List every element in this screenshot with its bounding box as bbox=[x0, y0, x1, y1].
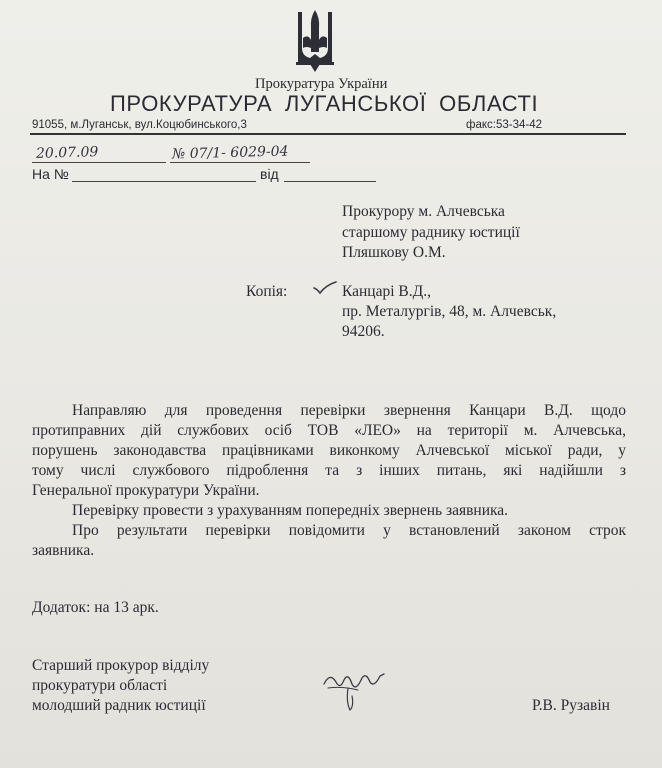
copy-line-2: пр. Металургів, 48, м. Алчевськ, bbox=[342, 303, 557, 320]
signatory-title-line-2: прокуратури області bbox=[32, 677, 168, 694]
outgoing-number: № 07/1- 6029-04 bbox=[171, 143, 289, 163]
copy-line-1: Канцарі В.Д., bbox=[342, 283, 431, 300]
from-underline bbox=[284, 181, 376, 182]
office-address: 91055, м.Луганськ, вул.Коцюбинського,3 bbox=[32, 119, 247, 131]
outgoing-date: 20.07.09 bbox=[35, 144, 99, 162]
ministry-name: Прокуратура України bbox=[255, 76, 388, 92]
signatory-title-line-3: молодший радник юстиції bbox=[32, 697, 206, 714]
signatory-title-line-1: Старший прокурор відділу bbox=[32, 657, 210, 674]
body-paragraph-1-line-1: Направляю для проведення перевірки звернення Канцари В.Д. щодо bbox=[72, 402, 626, 419]
addressee-line-1: Прокурору м. Алчевська bbox=[342, 203, 505, 220]
number-underline bbox=[170, 162, 310, 163]
reply-underline bbox=[72, 181, 256, 182]
from-label: від bbox=[260, 166, 279, 182]
body-paragraph-2: Перевірку провести з урахуванням попередніх звернень заявника. bbox=[72, 502, 509, 519]
date-underline bbox=[32, 162, 166, 163]
addressee-line-2: старшому раднику юстиції bbox=[342, 224, 520, 241]
signature-icon bbox=[318, 662, 390, 714]
trident-icon bbox=[290, 8, 340, 74]
checkmark-icon bbox=[312, 280, 338, 296]
reply-label: На № bbox=[32, 166, 69, 182]
office-fax: факс:53-34-42 bbox=[466, 119, 542, 131]
header-divider bbox=[30, 133, 626, 135]
body-paragraph-1-line-2: протиправних дій службових осіб ТОВ «ЛЕО» на території м. Алчевська, bbox=[32, 422, 626, 439]
body-paragraph-1-line-3: порушень законодавства працівниками виконкому Алчевської міської ради, у bbox=[32, 442, 626, 459]
copy-line-3: 94206. bbox=[342, 323, 385, 340]
signatory-name: Р.В. Рузавін bbox=[532, 697, 610, 714]
office-title: ПРОКУРАТУРА ЛУГАНСЬКОЇ ОБЛАСТІ bbox=[110, 91, 539, 116]
addressee-line-3: Пляшкову О.М. bbox=[342, 244, 446, 261]
attachment-note: Додаток: на 13 арк. bbox=[32, 599, 159, 616]
copy-label: Копія: bbox=[246, 283, 288, 300]
body-paragraph-1-line-4: тому числі службового підроблення та з інших питань, які надійшли з bbox=[32, 462, 626, 479]
body-paragraph-3-line-2: заявника. bbox=[32, 542, 95, 559]
body-paragraph-3-line-1: Про результати перевірки повідомити у встановлений законом строк bbox=[72, 522, 626, 539]
body-paragraph-1-line-5: Генеральної прокуратури України. bbox=[32, 482, 260, 499]
